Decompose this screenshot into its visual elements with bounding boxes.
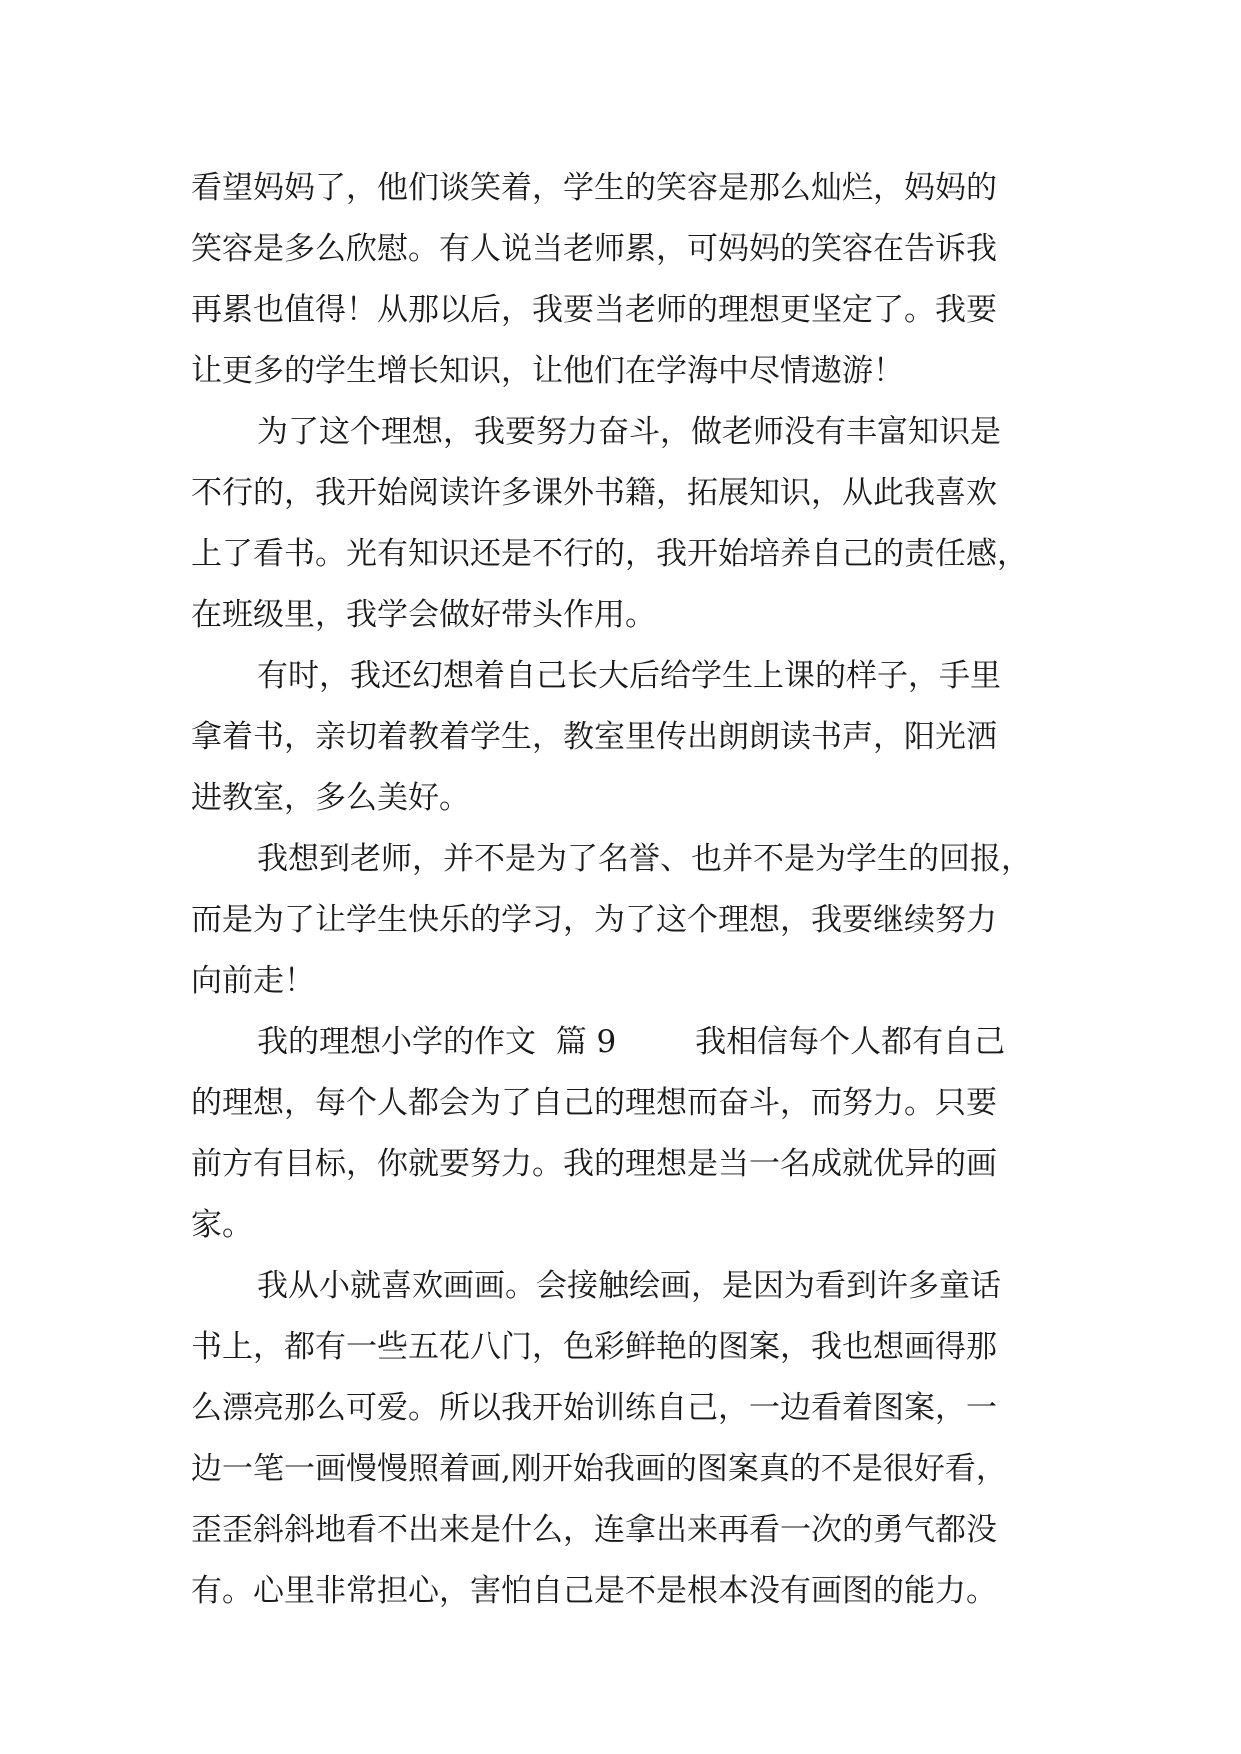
text-line: 的理想，每个人都会为了自己的理想而奋斗，而努力。只要 [191,1085,997,1121]
paragraph-start-line: 有时，我还幻想着自己长大后给学生上课的样子，手里 [257,658,1001,694]
text-line: 么漂亮那么可爱。所以我开始训练自己，一边看着图案，一 [191,1390,997,1426]
text-line: 让更多的学生增长知识，让他们在学海中尽情遨游！ [191,353,904,389]
paragraph-start-line: 我从小就喜欢画画。会接触绘画，是因为看到许多童话 [257,1268,1001,1304]
text-line: 边一笔一画慢慢照着画,刚开始我画的图案真的不是很好看， [191,1451,1007,1487]
text-line: 在班级里，我学会做好带头作用。 [191,597,656,633]
text-line: 看望妈妈了，他们谈笑着，学生的笑容是那么灿烂，妈妈的 [191,170,997,206]
paragraph-start-line: 为了这个理想，我要努力奋斗，做老师没有丰富知识是 [257,414,1001,450]
text-line: 不行的，我开始阅读许多课外书籍，拓展知识，从此我喜欢 [191,475,997,511]
text-line: 上了看书。光有知识还是不行的，我开始培养自己的责任感， [191,536,1028,572]
section-heading-line: 我的理想小学的作文 篇 9 我相信每个人都有自己 [257,1024,1006,1060]
paragraph-start-line: 我想到老师，并不是为了名誉、也并不是为学生的回报， [257,841,1032,877]
text-line: 歪歪斜斜地看不出来是什么，连拿出来再看一次的勇气都没 [191,1512,997,1548]
text-line: 拿着书，亲切着教着学生，教室里传出朗朗读书声，阳光洒 [191,719,997,755]
text-line: 前方有目标，你就要努力。我的理想是当一名成就优异的画 [191,1146,997,1182]
text-line: 有。心里非常担心，害怕自己是不是根本没有画图的能力。 [191,1573,997,1609]
text-line: 家。 [191,1207,253,1243]
text-line: 而是为了让学生快乐的学习，为了这个理想，我要继续努力 [191,902,997,938]
text-line: 向前走！ [191,963,315,999]
essay-body [191,158,1071,1622]
text-line: 再累也值得！从那以后，我要当老师的理想更坚定了。我要 [191,292,997,328]
text-line: 书上，都有一些五花八门，色彩鲜艳的图案，我也想画得那 [191,1329,997,1365]
text-line: 笑容是多么欣慰。有人说当老师累，可妈妈的笑容在告诉我 [191,231,997,267]
text-line: 进教室，多么美好。 [191,780,470,816]
